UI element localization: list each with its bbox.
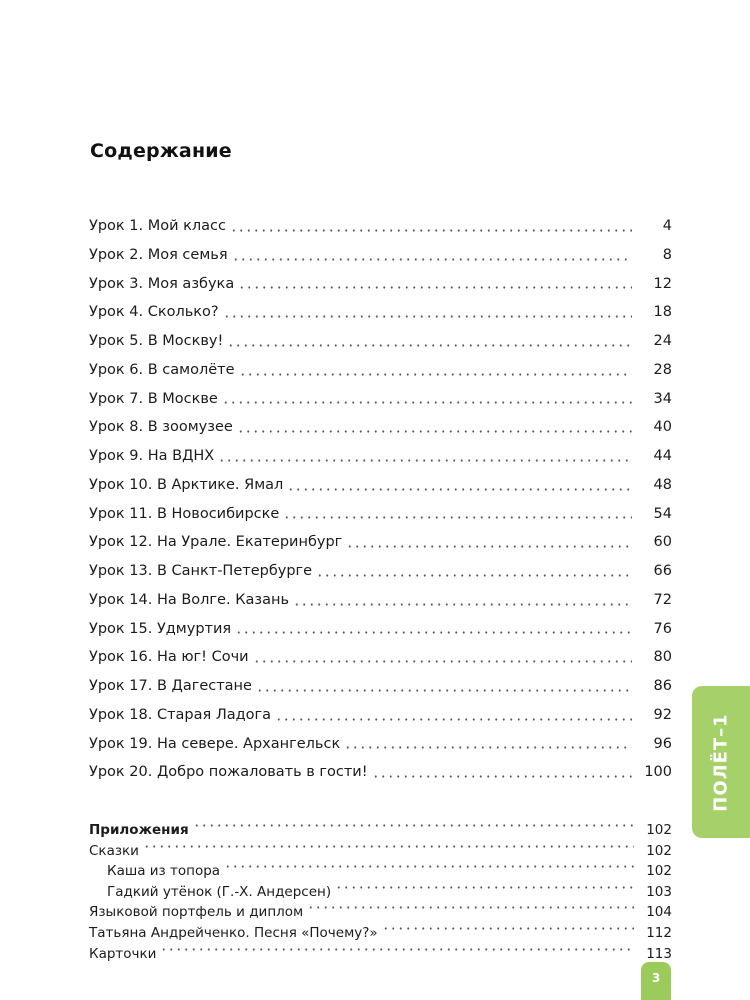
page-title: Содержание (90, 140, 232, 162)
toc-entry-page: 96 (653, 735, 672, 752)
appendix-entry-label: Языковой портфель и диплом (89, 904, 304, 921)
dot-leader (223, 315, 632, 318)
page-number: 3 (641, 962, 671, 1000)
appendix-entry-label: Каша из топора (107, 863, 221, 880)
toc-entry[interactable] (89, 413, 672, 442)
toc-entry-label: Урок 11. В Новосибирске (89, 505, 280, 522)
toc-entry-label: Урок 12. На Урале. Екатеринбург (89, 534, 343, 551)
appendix-entry[interactable] (89, 882, 672, 903)
toc-entry-page: 72 (653, 591, 672, 608)
dot-leader (344, 746, 632, 749)
toc-entry[interactable] (89, 500, 672, 529)
side-tab-label: ПОЛЁТ–1 (710, 712, 732, 812)
appendix-entry-page: 103 (646, 883, 672, 900)
toc-entry-label: Урок 3. Моя азбука (89, 275, 235, 292)
appendix-entry-label: Сказки (89, 842, 139, 859)
dot-leader (222, 401, 632, 404)
toc-entry-label: Урок 6. В самолёте (89, 361, 235, 378)
dot-leader (287, 488, 632, 491)
dot-leader (293, 603, 632, 606)
appendix-entry-page: 112 (646, 924, 672, 941)
toc-entry-label: Урок 14. На Волге. Казань (89, 591, 289, 608)
dot-leader (227, 344, 632, 347)
toc-entry[interactable] (89, 586, 672, 615)
toc-entry-page: 8 (662, 246, 672, 263)
appendix-entry-page: 102 (646, 842, 672, 859)
section-side-tab (692, 686, 750, 838)
toc-entry-page: 86 (653, 678, 672, 694)
appendix-entry-label: Карточки (89, 945, 157, 962)
toc-entry[interactable] (89, 212, 672, 241)
toc-entry[interactable] (89, 298, 672, 327)
toc-entry-page: 24 (653, 333, 672, 349)
dot-leader (224, 865, 634, 868)
dot-leader (160, 948, 634, 951)
appendix-entry-page: 102 (646, 822, 672, 838)
toc-entry-label: Урок 1. Мой класс (89, 218, 226, 234)
toc-entry-label: Урок 16. На юг! Сочи (89, 649, 249, 666)
toc-entry-label: Урок 17. В Дагестане (89, 678, 252, 694)
toc-entry[interactable] (89, 672, 672, 701)
toc-entry-label: Урок 7. В Москве (89, 390, 218, 407)
toc-entry-label: Урок 9. На ВДНХ (89, 448, 215, 464)
toc-entry-page: 54 (653, 505, 672, 522)
dot-leader (143, 845, 634, 848)
toc-entry-label: Урок 4. Сколько? (89, 304, 219, 321)
appendix-list (89, 820, 672, 964)
toc-entry[interactable] (89, 758, 672, 787)
dot-leader (307, 906, 634, 909)
dot-leader (335, 886, 634, 889)
toc-entry-label: Урок 10. В Арктике. Ямал (89, 476, 284, 493)
appendix-entry[interactable] (89, 841, 672, 862)
appendix-entry[interactable] (89, 902, 672, 923)
toc-entry-page: 12 (653, 275, 672, 292)
toc-entry[interactable] (89, 730, 672, 759)
toc-entry-page: 18 (653, 304, 672, 321)
toc-entry[interactable] (89, 471, 672, 500)
appendix-entry-page: 113 (646, 945, 672, 962)
appendix-entry-label: Татьяна Андрейченко. Песня «Почему?» (89, 924, 378, 941)
dot-leader (193, 824, 634, 827)
appendix-entry[interactable] (89, 923, 672, 944)
toc-entry[interactable] (89, 442, 672, 471)
toc-entry-page: 44 (653, 448, 672, 464)
dot-leader (346, 545, 632, 548)
dot-leader (230, 229, 632, 232)
toc-entry[interactable] (89, 385, 672, 414)
toc-entry-label: Урок 19. На севере. Архангельск (89, 735, 341, 752)
toc-entry-page: 28 (653, 361, 672, 378)
dot-leader (253, 660, 632, 663)
toc-entry-label: Урок 5. В Москву! (89, 333, 224, 349)
dot-leader (382, 927, 634, 930)
dot-leader (237, 430, 632, 433)
toc-entry[interactable] (89, 701, 672, 730)
appendix-entry-page: 104 (646, 904, 672, 921)
dot-leader (238, 286, 632, 289)
toc-entry-page: 76 (653, 620, 672, 637)
dot-leader (275, 718, 632, 721)
toc-entry[interactable] (89, 557, 672, 586)
toc-entry-label: Урок 8. В зоомузее (89, 419, 233, 436)
toc-entry[interactable] (89, 241, 672, 270)
toc-entry-page: 66 (653, 563, 672, 579)
dot-leader (316, 574, 632, 577)
toc-entry[interactable] (89, 615, 672, 644)
toc-entry[interactable] (89, 356, 672, 385)
appendix-entry-page: 102 (646, 863, 672, 880)
dot-leader (256, 689, 632, 692)
toc-entry-page: 34 (653, 390, 672, 407)
toc-entry[interactable] (89, 270, 672, 299)
dot-leader (372, 775, 632, 778)
toc-entry-page: 100 (644, 764, 672, 781)
dot-leader (235, 631, 632, 634)
dot-leader (283, 516, 632, 519)
toc-entry[interactable] (89, 528, 672, 557)
toc-entry-page: 40 (653, 419, 672, 436)
toc-entry-label: Урок 13. В Санкт-Петербурге (89, 563, 313, 579)
toc-entry-page: 92 (653, 706, 672, 723)
toc-entry[interactable] (89, 643, 672, 672)
toc-entry-page: 4 (662, 218, 672, 234)
dot-leader (239, 373, 632, 376)
toc-entry-page: 60 (653, 534, 672, 551)
toc-entry-label: Урок 20. Добро пожаловать в гости! (89, 764, 368, 781)
toc-entry[interactable] (89, 327, 672, 356)
toc-entry-label: Урок 18. Старая Ладога (89, 706, 272, 723)
lessons-list (89, 212, 672, 787)
toc-entry-page: 48 (653, 476, 672, 493)
toc-entry-label: Урок 15. Удмуртия (89, 620, 232, 637)
appendix-entry-label: Приложения (89, 822, 189, 838)
toc-entry-label: Урок 2. Моя семья (89, 246, 228, 263)
toc-entry-page: 80 (653, 649, 672, 666)
dot-leader (218, 459, 632, 462)
dot-leader (232, 258, 632, 261)
appendix-entry-label: Гадкий утёнок (Г.-Х. Андерсен) (107, 883, 332, 900)
appendix-entry[interactable] (89, 944, 672, 965)
appendix-entry[interactable] (89, 861, 672, 882)
appendix-entry[interactable] (89, 820, 672, 841)
